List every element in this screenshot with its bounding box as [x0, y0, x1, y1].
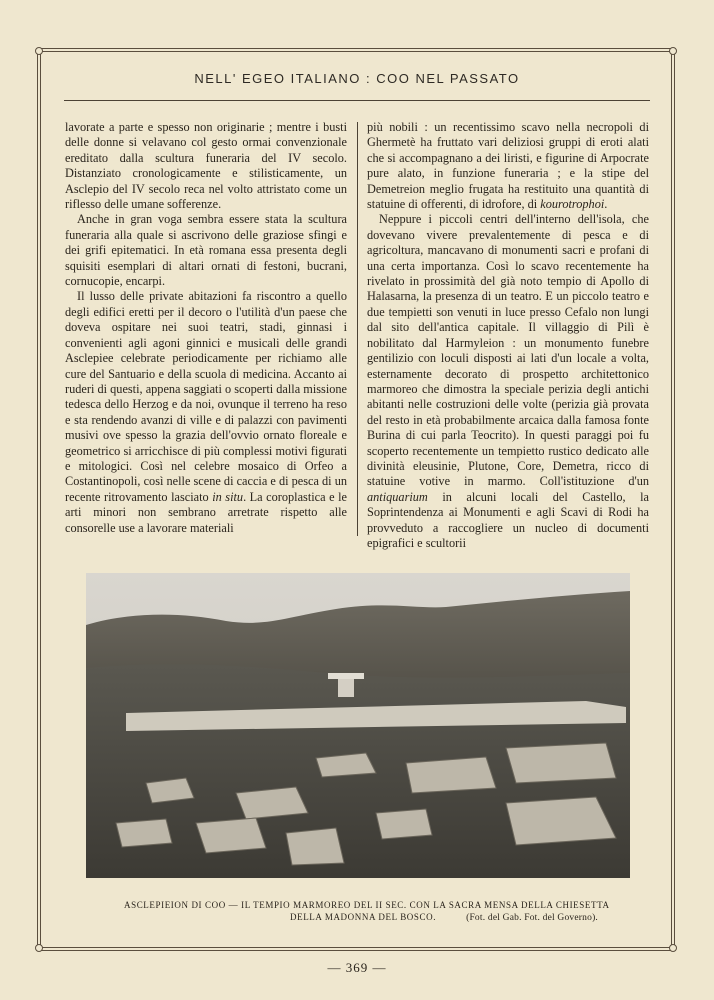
paragraph — [65, 289, 347, 536]
text-column-left — [65, 120, 347, 536]
paragraph: Anche in gran voga sembra essere stata la scultura funeraria alla quale si ascrivono delle graziose sfingi e dei grifi epitematici. In età romana essa presenta degli squisiti esemplari di altari ornati di festoni, bucrani, cornucopie, encarpi. — [65, 212, 347, 289]
text-column-right — [367, 120, 649, 551]
frame-corner-ornament — [35, 944, 43, 952]
page-number: — 369 — — [327, 960, 387, 975]
paragraph: lavorate a parte e spesso non originarie ; mentre i busti delle donne si velavano col gesto ormai convenzionale ereditato dalla scultura funeraria del IV secolo. Distanziato cronologicamente e stilisticamente, un Asclepio del IV secolo reca nel volto attristato come un riflesso delle umane sofferenze. — [65, 120, 347, 212]
paragraph-text: Neppure i piccoli centri dell'interno dell'isola, che dovevano vivere prevalentemente di pesca e di agricoltura, mancavano di monumenti sacri e profani di una certa importanza. Così lo scavo recentemente ha rivelato in prossimità del già noto tempio di Apollo di Halasarna, la presenza di un teatro. E un piccolo teatro e due tempietti son venuti in luce presso Cefalo non lungi dal sito dell'antica capitale. Il villaggio di Pilì è nobilitato dal Harmyleion : un monumento funebre gentilizio con loculi disposti ai lati d'un locale a volta, esternamente decorato di prospetto architettonico marmoreo che dimostra la speciale perizia degli antichi abitanti nelle costruzioni delle volte (perizia già provata del resto in età probabilmente arcaica dalla famosa fonte Burina di cui parla Teocrito). In questi paraggi poi fu scoperto recentemente un tempietto rustico dedicato alle divinità eleusinie, Plutone, Core, Demetra, ricco di statuine votive in marmo. Coll'istituzione d'un — [367, 212, 649, 489]
photo-credit: (Fot. del Gab. Fot. del Governo). — [466, 913, 599, 923]
header-rule — [64, 100, 650, 101]
photo-illustration — [86, 573, 630, 878]
italic-term: kourotrophoi — [540, 197, 605, 212]
paragraph-text: più nobili : un recentissimo scavo nella necropoli di Ghermetè ha fruttato vari deliziosi gruppi di eroti alati che si accompagnano a dei liristi, e figurine di Arpocrate pure alato, in funzione funeraria ; e la stipe del Demetreion meglio frugata ha restituito una quantità di statuine di offerenti, di idrofore, di — [367, 120, 649, 212]
caption-text: DELLA MADONNA DEL BOSCO. — [290, 912, 437, 922]
running-header: NELL' EGEO ITALIANO : COO NEL PASSATO — [194, 71, 520, 86]
sacred-table-top — [328, 673, 364, 679]
paragraph-text: Il lusso delle private abitazioni fa riscontro a quello degli edifici eretti per il decoro o l'utilità d'un paese che doveva ospitare nei suoi teatri, stadi, ginnasi i convenienti agli agoni ginnici e musicali delle grandi Asclepiee celebrate periodicamente per richiamo alle cure del Santuario e della scuola di medicina. Accanto ai ruderi di questi, appena saggiati o scoperti dalla missione tedesca dello Herzog e da noi, ovunque il terreno ha reso e sta rendendo avanzi di ville e di palazzi con pavimenti musivi ove spesso la grazia dell'ovvio ornato floreale e geometrico si arricchisce di più complessi motivi figurati e mitologici. Così nel celebre mosaico di Orfeo a Costantinopoli, così nelle scene di caccia e di pesca di un recente ritrovamento lasciato — [65, 289, 347, 504]
column-divider — [357, 122, 358, 536]
sacred-table-pedestal — [338, 679, 354, 697]
photo-caption — [86, 899, 646, 924]
frame-corner-ornament — [669, 944, 677, 952]
caption-line: ASCLEPIEION DI COO — IL TEMPIO MARMOREO DEL II SEC. CON LA SACRA MENSA DELLA CHIESETTA — [124, 900, 610, 910]
frame-corner-ornament — [35, 47, 43, 55]
caption-line — [86, 911, 646, 924]
italic-term: in situ — [212, 489, 244, 504]
paragraph-text: in alcuni locali del Castello, la Soprintendenza ai Monumenti e agli Scavi di Rodi ha provveduto a raccogliere un nucleo di documenti epigrafici e scultorii — [367, 489, 649, 550]
paragraph-text: . — [604, 197, 608, 212]
paragraph-text: . La coroplastica e le arti minori non sembrano arretrate rispetto alle consorelle use a lavorare materiali — [65, 489, 347, 535]
paragraph — [367, 120, 649, 212]
paragraph — [367, 212, 649, 551]
photograph-asclepieion-ruins — [86, 573, 630, 878]
frame-corner-ornament — [669, 47, 677, 55]
italic-term: antiquarium — [367, 489, 428, 504]
